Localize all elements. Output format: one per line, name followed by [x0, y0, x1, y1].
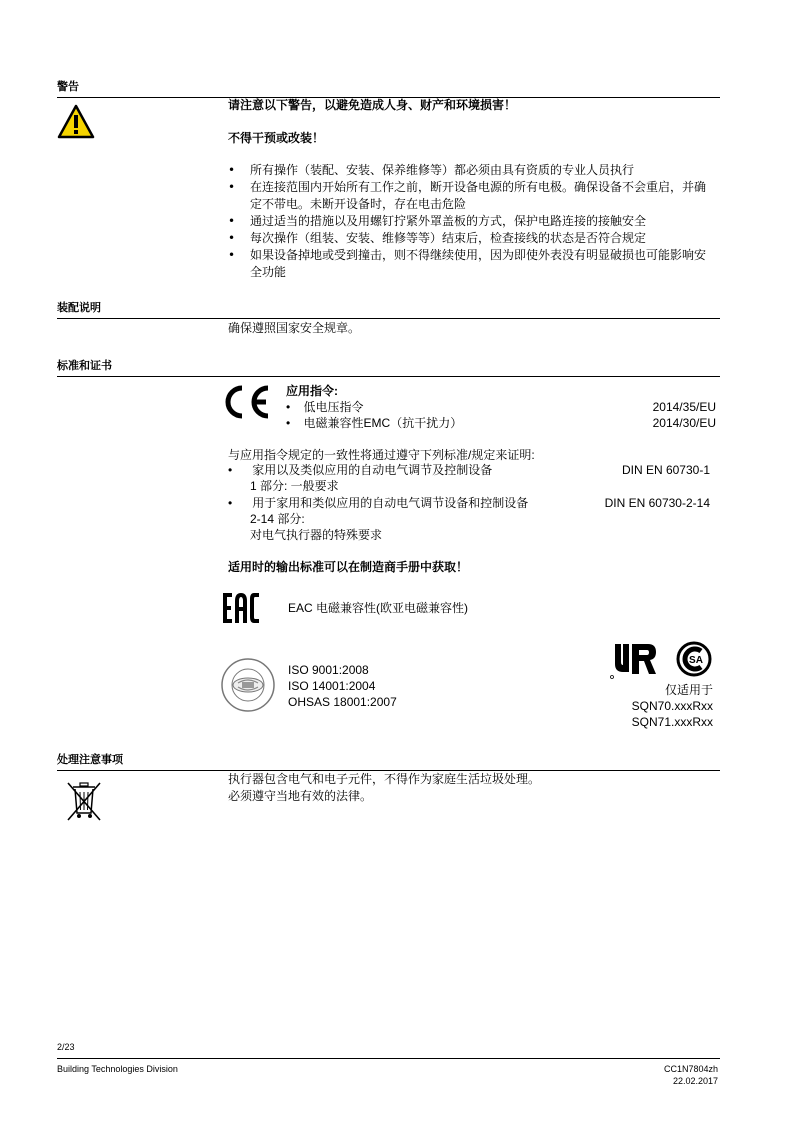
ul-recognized-mark-icon: [608, 640, 666, 680]
footer-doc-id: CC1N7804zh: [663, 1064, 718, 1074]
iso-line: ISO 9001:2008: [288, 663, 369, 677]
standard-code: DIN EN 60730-1: [621, 463, 710, 477]
disposal-line: 执行器包含电气和电子元件，不得作为家庭生活垃圾处理。: [228, 772, 541, 786]
svg-text:SA: SA: [689, 655, 703, 666]
standard-line: 对电气执行器的特殊要求: [250, 528, 383, 542]
section-heading-disposal: 处理注意事项: [57, 753, 123, 766]
compliance-intro: 与应用指令规定的一致性将通过遵守下列标准/规定来证明:: [228, 448, 535, 462]
iso-line: OHSAS 18001:2007: [288, 695, 397, 709]
csa-mark-icon: [676, 641, 712, 677]
footer-rule: [57, 1058, 720, 1059]
iso-line: ISO 14001:2004: [288, 679, 376, 693]
warning-item: • 如果设备掉地或受到撞击，则不得继续使用，因为即使外表没有明显破损也可能影响安全功能: [228, 247, 713, 281]
eac-text: EAC 电磁兼容性(欧亚电磁兼容性): [288, 601, 469, 615]
crossed-out-bin-icon: [64, 780, 104, 822]
warning-item: • 每次操作（组装、安装、维修等等）结束后，检查接线的状态是否符合规定: [228, 230, 713, 247]
standard-line: 用于家用和类似应用的自动电气调节设备和控制设备: [252, 496, 529, 510]
sqs-certification-seal-icon: [220, 657, 276, 713]
ul-model: SQN71.xxxRxx: [631, 715, 713, 729]
directive-row: • 低电压指令: [286, 400, 364, 414]
warning-item: • 在连接范围内开始所有工作之前，断开设备电源的所有电极。确保设备不会重启，并确定不带电。未断开设备时，存在电击危险: [228, 179, 713, 213]
warning-triangle-icon: [57, 104, 95, 140]
warning-list: [228, 162, 713, 281]
directive-name: 低电压指令: [303, 400, 364, 414]
ce-mark-icon: [221, 382, 273, 422]
directive-name: 电磁兼容性EMC（抗干扰力）: [303, 416, 463, 430]
warning-title: 请注意以下警告，以避免造成人身、财产和环境损害！: [228, 98, 517, 112]
standard-line: 1 部分: 一般要求: [250, 479, 339, 493]
directives-title: 应用指令:: [286, 384, 338, 398]
directive-row: • 电磁兼容性EMC（抗干扰力）: [286, 416, 463, 430]
footer-division: Building Technologies Division: [57, 1064, 178, 1074]
footer-date: 22.02.2017: [672, 1076, 718, 1086]
documentation-note: 适用时的输出标准可以在制造商手册中获取！: [228, 560, 469, 574]
disposal-text: [228, 771, 540, 805]
standard-item: • 家用以及类似应用的自动电气调节及控制设备 1 部分: 一般要求: [228, 463, 493, 493]
iso-list: [288, 662, 397, 710]
warning-item: • 所有操作（装配、安装、保养维修等）都必须由具有资质的专业人员执行: [228, 162, 713, 179]
standard-code: DIN EN 60730-2-14: [604, 496, 710, 510]
standard-item: • 用于家用和类似应用的自动电气调节设备和控制设备 2-14 部分: 对电气执行器的特殊要求: [228, 496, 529, 542]
standard-line: 2-14 部分:: [250, 512, 305, 526]
disposal-line: 必须遵守当地有效的法律。: [228, 789, 373, 803]
section-rule: [57, 318, 720, 319]
section-heading-assembly: 装配说明: [57, 301, 101, 314]
ul-model: SQN70.xxxRxx: [631, 699, 713, 713]
page-number: 2/23: [57, 1042, 75, 1052]
eac-mark-icon: [221, 592, 261, 624]
standard-line: 家用以及类似应用的自动电气调节及控制设备: [252, 463, 493, 477]
section-heading-standards: 标准和证书: [57, 359, 112, 372]
section-heading-warning: 警告: [57, 80, 79, 93]
ul-note: 仅适用于: [664, 683, 713, 697]
warning-item: • 通过适当的措施以及用螺钉拧紧外罩盖板的方式，保护电路连接的接触安全: [228, 213, 713, 230]
assembly-text: 确保遵照国家安全规章。: [228, 321, 361, 335]
directive-code: 2014/30/EU: [652, 416, 716, 430]
warning-subtitle: 不得干预或改装！: [228, 131, 325, 145]
section-rule: [57, 376, 720, 377]
directive-code: 2014/35/EU: [652, 400, 716, 414]
